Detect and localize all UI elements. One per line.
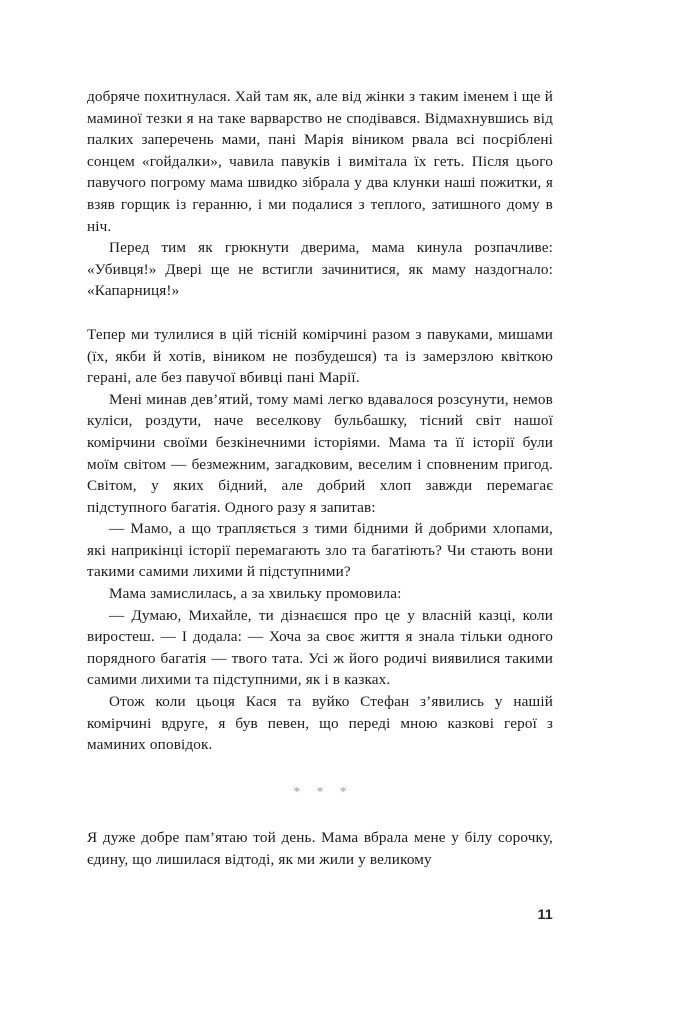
- asterism-separator: * * *: [293, 784, 353, 800]
- separator-space-below: [87, 803, 553, 827]
- paragraph: Мені минав дев’ятий, тому мамі легко вдавалося розсунути, немов куліси, роздути, наче веселкову бульбашку, тісний світ нашої комірчини своїми безкінечними історіями. Мама та її історії були моїм світом — безмежним, загадковим, веселим і сповненим пригод. Світом, у яких бідний, але добрий хлоп завжди перемагає підступного багатія. Одного разу я запитав:: [87, 390, 553, 516]
- paragraph: Я дуже добре пам’ятаю той день. Мама вбрала мене у білу сорочку, єдину, що лишилася відтоді, як ми жили у великому: [87, 829, 553, 868]
- dialogue-paragraph: — Мамо, а що трапляється з тими бідними й добрими хлопами, які наприкінці історії перемагають зло та багатіють? Чи стають вони такими самими лихими й підступними?: [87, 520, 553, 581]
- paragraph: Тепер ми тулилися в цій тісній комірчині разом з павуками, мишами (їх, якби й хотів, віником не позбудешся) та із замерзлою квіткою герані, але без павучої вбивці пані Марії.: [87, 325, 553, 387]
- paragraph: Мама замислилась, а за хвильку промовила:: [109, 585, 402, 603]
- paragraph: добряче похитнулася. Хай там як, але від жінки з таким іменем і ще й маминої тезки я на таке варварство не сподівався. Відмахнувшись від палких заперечень мами, пані Марія віником рвала всі посріблені сонцем «гойдалки», чавила павуків і вимітала їх геть. Після цього павучого погрому мама швидко зібрала у два клунки наші пожитки, я взяв горщик із геранню, і ми подалися з теплого, затишного дому в ніч.: [87, 88, 553, 235]
- block-separator-space: [87, 302, 553, 324]
- dialogue-paragraph: — Думаю, Михайле, ти дізнаєшся про це у власній казці, коли виростеш. — І додала: — Хоча за своє життя я знала тільки одного порядного багатія — твого тата. Усі ж його родичі виявилися такими самими лихими та підступними, як і в казках.: [87, 606, 553, 689]
- text-block-2: [87, 324, 553, 756]
- page-number: 11: [537, 906, 553, 922]
- text-column: [87, 86, 553, 871]
- paragraph: Отож коли цьоця Кася та вуйко Стефан з’явились у нашій комірчині вдруге, я був певен, що переді мною казкові герої з маминих оповідок.: [87, 693, 553, 754]
- paragraph: Перед тим як грюкнути дверима, мама кинула розпачливе: «Убивця!» Двері ще не встигли зачинитися, як маму наздогнало: «Капарниця!»: [87, 239, 553, 300]
- separator-space-above: [87, 756, 553, 782]
- text-block-3: [87, 827, 553, 870]
- text-block-1: [87, 86, 553, 302]
